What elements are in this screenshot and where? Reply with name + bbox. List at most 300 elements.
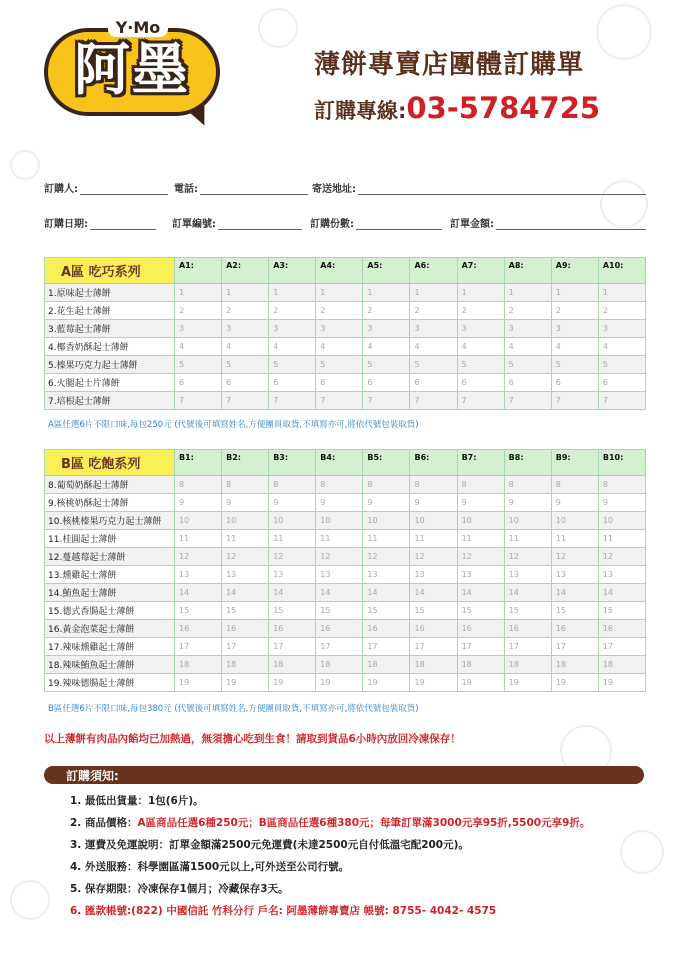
quantity-cell[interactable]: 13 [269, 566, 316, 584]
quantity-cell[interactable]: 3 [598, 320, 645, 338]
table-row [45, 566, 646, 584]
quantity-cell[interactable]: 17 [316, 638, 363, 656]
table-row [45, 656, 646, 674]
quantity-cell[interactable]: 4 [410, 338, 457, 356]
quantity-cell[interactable]: 5 [598, 356, 645, 374]
quantity-cell[interactable]: 14 [457, 584, 504, 602]
buyer-field[interactable] [44, 180, 168, 196]
background-decoration [258, 8, 298, 48]
quantity-cell[interactable]: 17 [457, 638, 504, 656]
table-row [45, 356, 646, 374]
quantity-cell[interactable]: 2 [222, 302, 269, 320]
quantity-cell[interactable]: 13 [551, 566, 598, 584]
column-header: B8: [504, 450, 551, 476]
quantity-cell[interactable]: 13 [175, 566, 222, 584]
series-label: B區 吃飽系列 [45, 450, 175, 476]
quantity-cell[interactable]: 13 [222, 566, 269, 584]
quantity-cell[interactable]: 10 [551, 512, 598, 530]
table-row [45, 374, 646, 392]
quantity-cell[interactable]: 5 [551, 356, 598, 374]
quantity-cell[interactable]: 8 [222, 476, 269, 494]
quantity-cell[interactable]: 13 [504, 566, 551, 584]
quantity-cell[interactable]: 17 [269, 638, 316, 656]
quantity-cell[interactable]: 2 [363, 302, 410, 320]
quantity-cell[interactable]: 5 [457, 356, 504, 374]
quantity-cell[interactable]: 7 [316, 392, 363, 410]
quantity-cell[interactable]: 9 [504, 494, 551, 512]
quantity-cell[interactable]: 11 [316, 530, 363, 548]
quantity-cell[interactable]: 3 [269, 320, 316, 338]
quantity-cell[interactable]: 9 [551, 494, 598, 512]
quantity-cell[interactable]: 17 [551, 638, 598, 656]
quantity-cell[interactable]: 6 [222, 374, 269, 392]
product-name: 9.核桃奶酥起士薄餅 [45, 494, 175, 512]
notice-bar [44, 766, 644, 784]
quantity-cell[interactable]: 2 [551, 302, 598, 320]
column-header: A4: [316, 258, 363, 284]
quantity-cell[interactable]: 7 [457, 392, 504, 410]
quantity-cell[interactable]: 14 [363, 584, 410, 602]
table-row [45, 674, 646, 692]
product-name: 11.桂圓起士薄餅 [45, 530, 175, 548]
quantity-cell[interactable]: 14 [410, 584, 457, 602]
quantity-cell[interactable]: 19 [457, 674, 504, 692]
quantity-cell[interactable]: 7 [222, 392, 269, 410]
quantity-cell[interactable]: 5 [410, 356, 457, 374]
rule-bank-account [70, 903, 650, 925]
quantity-cell[interactable]: 6 [457, 374, 504, 392]
order-hotline [314, 92, 600, 129]
quantity-cell[interactable]: 1 [504, 284, 551, 302]
quantity-cell[interactable]: 13 [598, 566, 645, 584]
product-name: 1.原味起士薄餅 [45, 284, 175, 302]
quantity-cell[interactable]: 12 [175, 548, 222, 566]
quantity-cell[interactable]: 12 [410, 548, 457, 566]
table-header-row [45, 450, 646, 476]
product-name: 14.鮪魚起士薄餅 [45, 584, 175, 602]
quantity-cell[interactable]: 15 [598, 602, 645, 620]
rule-label: 2. 商品價格： [70, 817, 138, 829]
table-row [45, 620, 646, 638]
quantity-cell[interactable]: 2 [316, 302, 363, 320]
product-name: 13.燻雞起士薄餅 [45, 566, 175, 584]
rule-storage [70, 881, 650, 903]
order-no-label: 訂單編號: [172, 219, 216, 230]
quantity-cell[interactable]: 6 [269, 374, 316, 392]
logo-brand-en: Y·Mo [108, 18, 168, 37]
table-a-note: A區任選6片不限口味,每包250元 (代號後可填寫姓名,方便團員取貨,不填寫亦可,將依代號包裝取貨) [48, 420, 419, 430]
quantity-cell[interactable]: 1 [316, 284, 363, 302]
column-header: A9: [551, 258, 598, 284]
quantity-cell[interactable]: 1 [551, 284, 598, 302]
quantity-cell[interactable]: 16 [504, 620, 551, 638]
quantity-cell[interactable]: 10 [175, 512, 222, 530]
rule-pricing [70, 815, 650, 837]
quantity-cell[interactable]: 1 [222, 284, 269, 302]
quantity-cell[interactable]: 18 [410, 656, 457, 674]
quantity-cell[interactable]: 7 [363, 392, 410, 410]
logo-brand-zh: 阿墨 [74, 38, 190, 103]
quantity-cell[interactable]: 6 [598, 374, 645, 392]
product-name: 19.辣味德腸起士薄餅 [45, 674, 175, 692]
column-header: A6: [410, 258, 457, 284]
column-header: B9: [551, 450, 598, 476]
column-header: B1: [175, 450, 222, 476]
quantity-cell[interactable]: 1 [269, 284, 316, 302]
quantity-cell[interactable]: 19 [316, 674, 363, 692]
page-title: 薄餅專賣店團體訂購單 [314, 50, 585, 80]
quantity-cell[interactable]: 14 [175, 584, 222, 602]
order-table-b [44, 449, 646, 692]
rule-delivery [70, 859, 650, 881]
quantity-cell[interactable]: 7 [269, 392, 316, 410]
quantity-cell[interactable]: 12 [598, 548, 645, 566]
quantity-cell[interactable]: 4 [175, 338, 222, 356]
table-row [45, 338, 646, 356]
quantity-cell[interactable]: 2 [598, 302, 645, 320]
quantity-cell[interactable]: 1 [363, 284, 410, 302]
quantity-cell[interactable]: 16 [410, 620, 457, 638]
quantity-cell[interactable]: 2 [269, 302, 316, 320]
table-row [45, 584, 646, 602]
product-name: 5.榛果巧克力起士薄餅 [45, 356, 175, 374]
product-name: 10.核桃榛果巧克力起士薄餅 [45, 512, 175, 530]
quantity-cell[interactable]: 12 [504, 548, 551, 566]
quantity-cell[interactable]: 16 [316, 620, 363, 638]
quantity-cell[interactable]: 2 [175, 302, 222, 320]
table-row [45, 320, 646, 338]
table-header-row [45, 258, 646, 284]
quantity-cell[interactable]: 17 [598, 638, 645, 656]
order-table-a [44, 257, 646, 410]
quantity-cell[interactable]: 4 [316, 338, 363, 356]
buyer-label: 訂購人: [44, 184, 78, 195]
quantity-cell[interactable]: 8 [175, 476, 222, 494]
quantity-cell[interactable]: 1 [598, 284, 645, 302]
quantity-cell[interactable]: 6 [363, 374, 410, 392]
quantity-cell[interactable]: 10 [504, 512, 551, 530]
series-label: A區 吃巧系列 [45, 258, 175, 284]
table-row [45, 602, 646, 620]
product-name: 15.德式香腸起士薄餅 [45, 602, 175, 620]
quantity-cell[interactable]: 12 [222, 548, 269, 566]
quantity-cell[interactable]: 7 [410, 392, 457, 410]
table-b-note: B區任選6片不限口味,每包380元 (代號後可填寫姓名,方便團員取貨,不填寫亦可,將依代號包裝取貨) [48, 704, 419, 714]
quantity-cell[interactable]: 12 [457, 548, 504, 566]
address-field[interactable] [312, 180, 646, 196]
rule-text: 訂單金額滿2500元免運費(未達2500元自付低溫宅配200元)。 [168, 839, 469, 851]
quantity-cell[interactable]: 16 [363, 620, 410, 638]
product-name: 6.火腿起士片薄餅 [45, 374, 175, 392]
quantity-cell[interactable]: 3 [363, 320, 410, 338]
quantity-cell[interactable]: 9 [175, 494, 222, 512]
quantity-label: 訂購份數: [310, 219, 354, 230]
quantity-cell[interactable]: 4 [269, 338, 316, 356]
quantity-cell[interactable]: 19 [504, 674, 551, 692]
phone-field[interactable] [174, 180, 308, 196]
quantity-cell[interactable]: 4 [504, 338, 551, 356]
product-name: 4.椰香奶酥起士薄餅 [45, 338, 175, 356]
quantity-cell[interactable]: 19 [598, 674, 645, 692]
column-header: B5: [363, 450, 410, 476]
column-header: A2: [222, 258, 269, 284]
quantity-cell[interactable]: 2 [410, 302, 457, 320]
quantity-cell[interactable]: 8 [269, 476, 316, 494]
product-name: 2.花生起士薄餅 [45, 302, 175, 320]
quantity-cell[interactable]: 18 [222, 656, 269, 674]
quantity-cell[interactable]: 3 [175, 320, 222, 338]
quantity-cell[interactable]: 12 [316, 548, 363, 566]
quantity-cell[interactable]: 14 [222, 584, 269, 602]
quantity-cell[interactable]: 3 [410, 320, 457, 338]
quantity-cell[interactable]: 5 [269, 356, 316, 374]
rule-label: 3. 運費及免運說明： [70, 839, 169, 851]
quantity-cell[interactable]: 18 [363, 656, 410, 674]
order-no-field[interactable] [172, 215, 302, 231]
quantity-cell[interactable]: 4 [222, 338, 269, 356]
quantity-cell[interactable]: 15 [410, 602, 457, 620]
quantity-cell[interactable]: 8 [551, 476, 598, 494]
hotline-number: 03-5784725 [406, 91, 601, 125]
quantity-cell[interactable]: 15 [504, 602, 551, 620]
order-date-field[interactable] [44, 215, 156, 231]
rule-text: 冷凍保存1個月；冷藏保存3天。 [137, 883, 289, 895]
quantity-cell[interactable]: 10 [269, 512, 316, 530]
rule-label: 6. 匯款帳號: [70, 905, 132, 917]
quantity-cell[interactable]: 18 [269, 656, 316, 674]
quantity-cell[interactable]: 5 [175, 356, 222, 374]
quantity-cell[interactable]: 6 [316, 374, 363, 392]
quantity-cell[interactable]: 9 [410, 494, 457, 512]
form-fields-row-2 [44, 215, 646, 231]
quantity-cell[interactable]: 8 [504, 476, 551, 494]
quantity-cell[interactable]: 9 [598, 494, 645, 512]
quantity-cell[interactable]: 1 [410, 284, 457, 302]
quantity-cell[interactable]: 3 [457, 320, 504, 338]
rule-label: 4. 外送服務： [70, 861, 138, 873]
quantity-cell[interactable]: 15 [363, 602, 410, 620]
column-header: A8: [504, 258, 551, 284]
quantity-cell[interactable]: 12 [551, 548, 598, 566]
column-header: B6: [410, 450, 457, 476]
quantity-cell[interactable]: 11 [269, 530, 316, 548]
background-decoration [596, 4, 652, 60]
quantity-cell[interactable]: 18 [504, 656, 551, 674]
quantity-cell[interactable]: 7 [175, 392, 222, 410]
quantity-cell[interactable]: 15 [457, 602, 504, 620]
quantity-cell[interactable]: 8 [410, 476, 457, 494]
table-row [45, 494, 646, 512]
quantity-cell[interactable]: 14 [269, 584, 316, 602]
table-row [45, 392, 646, 410]
quantity-cell[interactable]: 8 [457, 476, 504, 494]
quantity-cell[interactable]: 17 [504, 638, 551, 656]
quantity-cell[interactable]: 11 [175, 530, 222, 548]
quantity-cell[interactable]: 10 [363, 512, 410, 530]
quantity-cell[interactable]: 15 [316, 602, 363, 620]
product-name: 3.藍莓起士薄餅 [45, 320, 175, 338]
quantity-cell[interactable]: 7 [551, 392, 598, 410]
quantity-cell[interactable]: 18 [551, 656, 598, 674]
column-header: B4: [316, 450, 363, 476]
quantity-cell[interactable]: 2 [457, 302, 504, 320]
rule-text: (822) 中國信託 竹科分行 戶名: 阿墨薄餅專賣店 帳號: 8755- 4042- 4575 [131, 905, 497, 917]
quantity-cell[interactable]: 8 [316, 476, 363, 494]
quantity-cell[interactable]: 15 [269, 602, 316, 620]
column-header: B3: [269, 450, 316, 476]
notice-title: 訂購須知: [66, 769, 119, 783]
column-header: B7: [457, 450, 504, 476]
quantity-cell[interactable]: 3 [551, 320, 598, 338]
quantity-cell[interactable]: 13 [316, 566, 363, 584]
product-name: 17.辣味燻雞起士薄餅 [45, 638, 175, 656]
quantity-cell[interactable]: 16 [222, 620, 269, 638]
quantity-cell[interactable]: 10 [410, 512, 457, 530]
quantity-cell[interactable]: 1 [457, 284, 504, 302]
table-row [45, 530, 646, 548]
quantity-cell[interactable]: 3 [222, 320, 269, 338]
quantity-cell[interactable]: 10 [457, 512, 504, 530]
order-date-label: 訂購日期: [44, 219, 88, 230]
quantity-cell[interactable]: 4 [363, 338, 410, 356]
quantity-cell[interactable]: 11 [222, 530, 269, 548]
table-row [45, 302, 646, 320]
quantity-cell[interactable]: 5 [222, 356, 269, 374]
quantity-cell[interactable]: 19 [551, 674, 598, 692]
quantity-cell[interactable]: 8 [598, 476, 645, 494]
rule-text: A區商品任選6種250元；B區商品任選6種380元；每筆訂單滿3000元享95折,5500元享9折。 [137, 817, 591, 829]
quantity-cell[interactable]: 16 [551, 620, 598, 638]
column-header: B2: [222, 450, 269, 476]
quantity-cell[interactable]: 9 [222, 494, 269, 512]
quantity-cell[interactable]: 6 [410, 374, 457, 392]
quantity-cell[interactable]: 5 [504, 356, 551, 374]
quantity-cell[interactable]: 13 [410, 566, 457, 584]
quantity-cell[interactable]: 16 [175, 620, 222, 638]
column-header: B10: [598, 450, 645, 476]
quantity-field[interactable] [310, 215, 442, 231]
quantity-cell[interactable]: 6 [175, 374, 222, 392]
quantity-cell[interactable]: 17 [175, 638, 222, 656]
quantity-cell[interactable]: 11 [551, 530, 598, 548]
background-decoration [10, 150, 40, 180]
quantity-cell[interactable]: 11 [410, 530, 457, 548]
column-header: A1: [175, 258, 222, 284]
amount-field[interactable] [450, 215, 646, 231]
quantity-cell[interactable]: 10 [222, 512, 269, 530]
product-name: 8.葡萄奶酥起士薄餅 [45, 476, 175, 494]
quantity-cell[interactable]: 16 [457, 620, 504, 638]
address-label: 寄送地址: [312, 184, 356, 195]
rule-minimum-order [70, 793, 650, 815]
quantity-cell[interactable]: 14 [598, 584, 645, 602]
quantity-cell[interactable]: 19 [363, 674, 410, 692]
quantity-cell[interactable]: 11 [504, 530, 551, 548]
quantity-cell[interactable]: 10 [598, 512, 645, 530]
phone-label: 電話: [174, 184, 198, 195]
quantity-cell[interactable]: 15 [551, 602, 598, 620]
rule-label: 5. 保存期限： [70, 883, 138, 895]
quantity-cell[interactable]: 18 [175, 656, 222, 674]
quantity-cell[interactable]: 1 [175, 284, 222, 302]
quantity-cell[interactable]: 16 [598, 620, 645, 638]
brand-logo [38, 16, 226, 128]
order-rules [70, 793, 650, 925]
quantity-cell[interactable]: 17 [363, 638, 410, 656]
quantity-cell[interactable]: 2 [504, 302, 551, 320]
quantity-cell[interactable]: 14 [504, 584, 551, 602]
quantity-cell[interactable]: 12 [269, 548, 316, 566]
rule-text: 1包(6片)。 [147, 795, 204, 807]
food-safety-warning: 以上薄餅有肉品內餡均已加熱過，無須擔心吃到生食！請取到貨品6小時內放回冷凍保存！ [44, 733, 461, 745]
quantity-cell[interactable]: 18 [316, 656, 363, 674]
table-row [45, 476, 646, 494]
table-row [45, 638, 646, 656]
quantity-cell[interactable]: 17 [410, 638, 457, 656]
quantity-cell[interactable]: 10 [316, 512, 363, 530]
quantity-cell[interactable]: 7 [504, 392, 551, 410]
quantity-cell[interactable]: 14 [316, 584, 363, 602]
column-header: A5: [363, 258, 410, 284]
quantity-cell[interactable]: 15 [175, 602, 222, 620]
quantity-cell[interactable]: 9 [457, 494, 504, 512]
quantity-cell[interactable]: 9 [269, 494, 316, 512]
quantity-cell[interactable]: 18 [598, 656, 645, 674]
product-name: 18.辣味鮪魚起士薄餅 [45, 656, 175, 674]
quantity-cell[interactable]: 9 [316, 494, 363, 512]
quantity-cell[interactable]: 5 [316, 356, 363, 374]
quantity-cell[interactable]: 3 [316, 320, 363, 338]
quantity-cell[interactable]: 17 [222, 638, 269, 656]
quantity-cell[interactable]: 11 [363, 530, 410, 548]
quantity-cell[interactable]: 19 [410, 674, 457, 692]
quantity-cell[interactable]: 18 [457, 656, 504, 674]
quantity-cell[interactable]: 11 [598, 530, 645, 548]
quantity-cell[interactable]: 7 [598, 392, 645, 410]
quantity-cell[interactable]: 9 [363, 494, 410, 512]
quantity-cell[interactable]: 15 [222, 602, 269, 620]
quantity-cell[interactable]: 13 [363, 566, 410, 584]
rule-text: 科學園區滿1500元以上,可外送至公司行號。 [137, 861, 350, 873]
quantity-cell[interactable]: 19 [222, 674, 269, 692]
quantity-cell[interactable]: 6 [504, 374, 551, 392]
quantity-cell[interactable]: 19 [269, 674, 316, 692]
hotline-label: 訂購專線: [314, 99, 407, 123]
quantity-cell[interactable]: 11 [457, 530, 504, 548]
quantity-cell[interactable]: 4 [551, 338, 598, 356]
quantity-cell[interactable]: 14 [551, 584, 598, 602]
quantity-cell[interactable]: 5 [363, 356, 410, 374]
quantity-cell[interactable]: 4 [598, 338, 645, 356]
product-name: 7.培根起士薄餅 [45, 392, 175, 410]
quantity-cell[interactable]: 19 [175, 674, 222, 692]
amount-label: 訂單金額: [450, 219, 494, 230]
quantity-cell[interactable]: 6 [551, 374, 598, 392]
quantity-cell[interactable]: 13 [457, 566, 504, 584]
table-row [45, 512, 646, 530]
table-row [45, 284, 646, 302]
background-decoration [10, 880, 50, 920]
column-header: A10: [598, 258, 645, 284]
column-header: A7: [457, 258, 504, 284]
quantity-cell[interactable]: 8 [363, 476, 410, 494]
product-name: 12.蔓越莓起士薄餅 [45, 548, 175, 566]
quantity-cell[interactable]: 3 [504, 320, 551, 338]
quantity-cell[interactable]: 16 [269, 620, 316, 638]
quantity-cell[interactable]: 12 [363, 548, 410, 566]
quantity-cell[interactable]: 4 [457, 338, 504, 356]
form-fields-row-1 [44, 180, 646, 196]
